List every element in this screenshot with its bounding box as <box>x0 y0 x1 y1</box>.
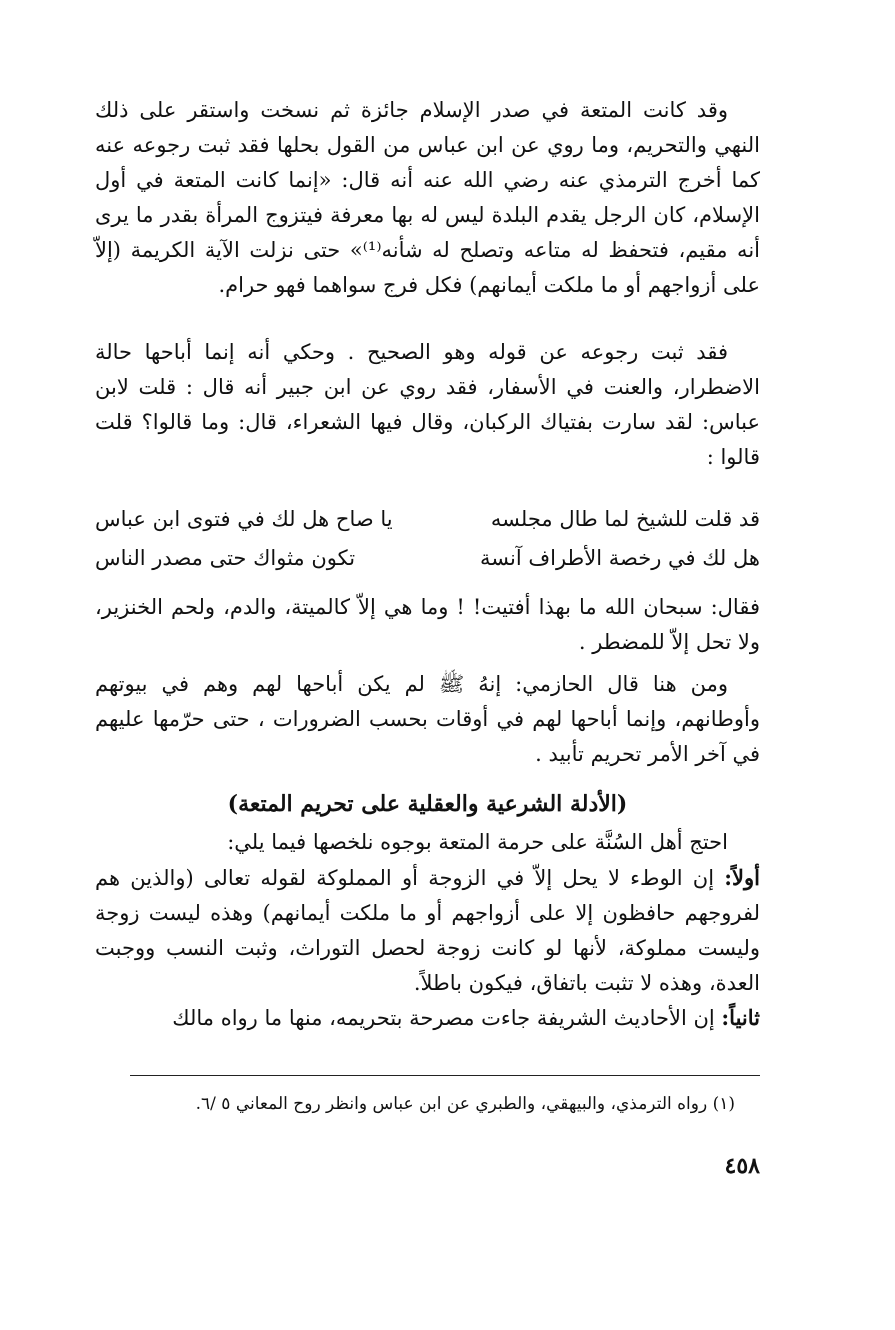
second-label: ثانياً: <box>721 1005 760 1030</box>
paragraph-hazimi: ومن هنا قال الحازمي: إنهُ ﷺ لم يكن أباحها لهم وهم في بيوتهم وأوطانهم، وإنما أباحها لهم في أوقات بحسب الضرورات ، حتى حرّمها عليهم في آخر الأمر تحريم تأبيد . <box>95 672 760 766</box>
paragraph-second-evidence <box>95 1000 760 1036</box>
page-number: ٤٥٨ <box>724 1153 760 1179</box>
paragraph-ibn-abbas-retraction: فقد ثبت رجوعه عن قوله وهو الصحيح . وحكي أنه إنما أباحها حالة الاضطرار، والعنت في الأسفار، فقد روي عن ابن جبير أنه قال : قلت لابن عباس: لقد سارت بفتياك الركبان، وقال فيها الشعراء، قال: وما قالوا؟ قلت قالوا : <box>95 340 760 469</box>
section-heading: (الأدلة الشرعية والعقلية على تحريم المتعة) <box>227 791 628 817</box>
paragraph-mutah-abrogation: وقد كانت المتعة في صدر الإسلام جائزة ثم نسخت واستقر على ذلك النهي والتحريم، وما روي عن ابن عباس من القول بحلها فقد ثبت رجوعه عنه كما أخرج الترمذي عنه رضي الله عنه أنه قال: «إنما كانت المتعة في أول الإسلام، كان الرجل يقدم البلدة ليس له بها معرفة فيتزوج المرأة بقدر ما يرى أنه مقيم، فتحفظ له متاعه وتصلح له شأنه⁽¹⁾» حتى نزلت الآية الكريمة (إلاّ على أزواجهم أو ما ملكت أيمانهم) فكل فرج سواهما فهو حرام. <box>95 98 760 297</box>
poem-hemistich: تكون مثواك حتى مصدر الناس <box>95 546 356 570</box>
footnote-divider <box>130 1075 760 1076</box>
poem-verse-1 <box>95 500 760 539</box>
first-label: أولاً: <box>724 865 760 890</box>
first-evidence-text: إن الوطء لا يحل إلاّ في الزوجة أو المملوكة لقوله تعالى (والذين هم لفروجهم حافظون إلا على أزواجهم أو ما ملكت أيمانهم) وهذه ليست زوجة وليست مملوكة، لأنها لو كانت زوجة لحصل التوراث، وثبت النسب ووجبت العدة، وهذه لا تثبت باتفاق، فيكون باطلاً. <box>95 866 760 995</box>
paragraph-ibn-abbas-reply: فقال: سبحان الله ما بهذا أفتيت! ! وما هي إلاّ كالميتة، والدم، ولحم الخنزير، ولا تحل إلاّ للمضطر . <box>95 595 760 654</box>
paragraph-evidence <box>95 825 760 1001</box>
footnote: (١) رواه الترمذي، والبيهقي، والطبري عن ابن عباس وانظر روح المعاني ٥ /٦. <box>195 1094 735 1114</box>
poem-hemistich: يا صاح هل لك في فتوى ابن عباس <box>95 507 393 531</box>
poem-verse-2 <box>95 539 760 578</box>
paragraph-evidence-intro: احتج أهل السُنَّة على حرمة المتعة بوجوه نلخصها فيما يلي: <box>227 830 728 854</box>
second-evidence-text: إن الأحاديث الشريفة جاءت مصرحة بتحريمه، منها ما رواه مالك <box>172 1006 722 1030</box>
poem-hemistich: قد قلت للشيخ لما طال مجلسه <box>490 507 760 531</box>
paragraph-first-evidence <box>95 860 760 1001</box>
poem-block <box>95 500 760 578</box>
poem-hemistich: هل لك في رخصة الأطراف آنسة <box>480 546 760 570</box>
